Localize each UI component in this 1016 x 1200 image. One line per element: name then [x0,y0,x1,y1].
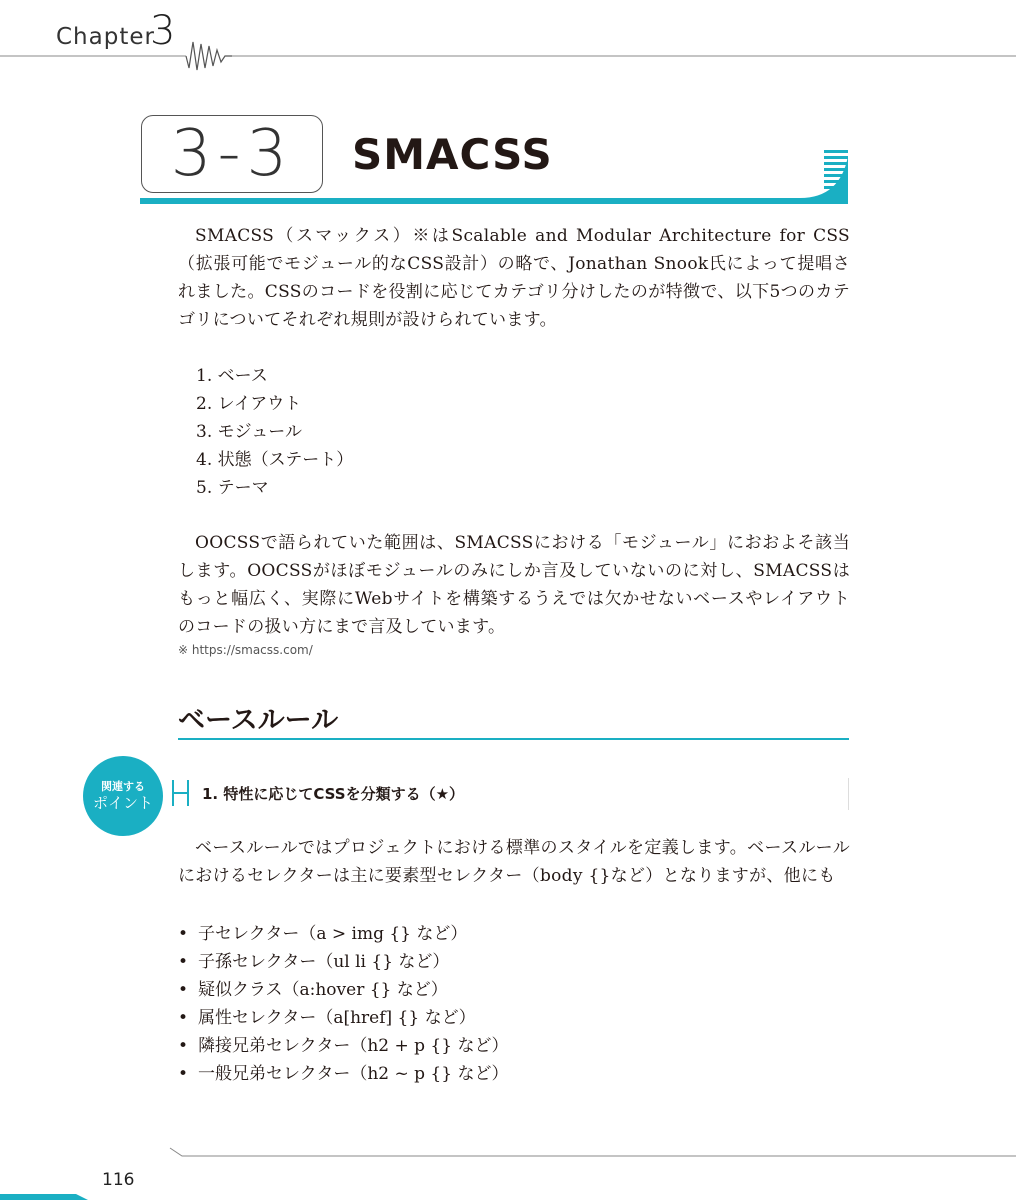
list-item: • 一般兄弟セレクター（h2 ~ p {} など） [178,1060,508,1088]
list-item: • 属性セレクター（a[href] {} など） [178,1004,508,1032]
chapter-label: Chapter [56,24,155,50]
footnote-link[interactable]: ※ https://smacss.com/ [178,643,313,657]
section-number-box: 3-3 [141,115,323,193]
list-item: • 子セレクター（a > img {} など） [178,920,508,948]
selector-list [178,920,508,1088]
category-list [196,362,353,502]
subheading-underline [178,738,849,740]
footer-rule [0,1140,1016,1200]
related-point-badge [83,756,163,836]
bracket-icon [170,776,194,810]
subheading: ベースルール [178,705,339,736]
header-rule [0,38,1016,78]
list-item: 2. レイアウト [196,394,302,414]
badge-line1: 関連する [101,780,145,793]
list-item: 4. 状態（ステート） [196,450,354,470]
related-point-text: 1. 特性に応じてCSSを分類する（★） [202,785,465,803]
comparison-paragraph: OOCSSで語られていた範囲は、SMACSSにおける「モジュール」におおよそ該当します。OOCSSがほぼモジュールのみにしか言及していないのに対し、SMACSSはもっと幅広く、実際にWebサイトを構築するうえでは欠かせないベースやレイアウトのコードの扱い方にまで言及しています。 [178,533,850,637]
list-item: • 疑似クラス（a:hover {} など） [178,976,508,1004]
base-rule-paragraph: ベースルールではプロジェクトにおける標準のスタイルを定義します。ベースルールにおけるセレクターは主に要素型セレクター（body {}など）となりますが、他にも [178,838,850,886]
list-item: 1. ベース [196,366,268,386]
page-number: 116 [102,1170,135,1190]
chapter-number: 3 [150,8,176,54]
section-title: SMACSS [352,130,553,179]
section-title-decoration [140,146,852,208]
list-item: 5. テーマ [196,478,269,498]
list-item: • 子孫セレクター（ul li {} など） [178,948,508,976]
intro-paragraph: SMACSS（スマックス）※はScalable and Modular Architecture for CSS（拡張可能でモジュール的なCSS設計）の略で、Jonathan Snook氏によって提唱されました。CSSのコードを役割に応じてカテゴリ分けしたのが特徴で、以下5つのカテゴリについてそれぞれ規則が設けられています。 [178,226,850,330]
list-item: • 隣接兄弟セレクター（h2 + p {} など） [178,1032,508,1060]
list-item: 3. モジュール [196,422,302,442]
badge-line2: ポイント [92,794,153,812]
related-point-end-rule [848,778,849,810]
